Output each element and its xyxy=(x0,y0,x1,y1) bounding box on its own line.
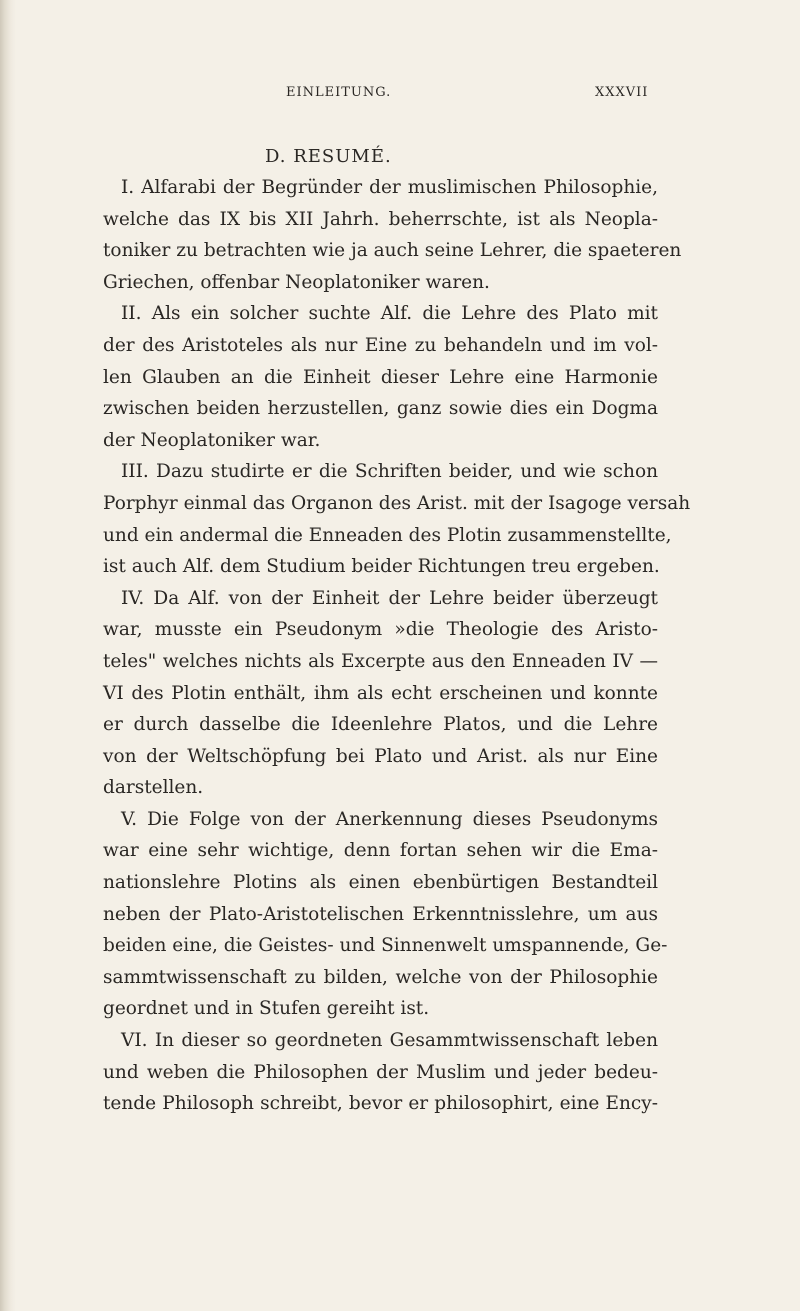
text-line: I. Alfarabi der Begründer der muslimischen Philosophie, xyxy=(121,177,658,198)
text-line: II. Als ein solcher suchte Alf. die Lehre des Plato mit xyxy=(121,303,658,325)
text-line: sammtwissenschaft zu bilden, welche von der Philosophie xyxy=(103,966,658,988)
text-line: welche das IX bis XII Jahrh. beherrschte, ist als Neopla- xyxy=(103,208,658,230)
text-line: toniker zu betrachten wie ja auch seine Lehrer, die spaeteren xyxy=(103,240,682,262)
text-line: der des Aristoteles als nur Eine zu behandeln und im vol- xyxy=(103,334,658,356)
text-line: von der Weltschöpfung bei Plato und Arist. als nur Eine xyxy=(103,745,658,767)
text-line: neben der Plato-Aristotelischen Erkenntnisslehre, um aus xyxy=(103,903,658,925)
text-line: er durch dasselbe die Ideenlehre Platos, und die Lehre xyxy=(103,714,658,736)
text-line: und weben die Philosophen der Muslim und jeder bedeu- xyxy=(103,1061,658,1083)
text-line: der Neoplatoniker war. xyxy=(103,429,321,451)
running-title: EINLEITUNG. xyxy=(286,85,392,100)
text-line: nationslehre Plotins als einen ebenbürtigen Bestandteil xyxy=(103,872,658,894)
text-line: III. Dazu studirte er die Schriften beider, und wie schon xyxy=(121,461,658,483)
page-number: XXXVII xyxy=(595,85,649,100)
text-line: war, musste ein Pseudonym »die Theologie des Aristo- xyxy=(103,619,658,641)
section-heading: D. RESUMÉ. xyxy=(265,146,392,167)
body-text xyxy=(103,172,691,1120)
text-line: geordnet und in Stufen gereiht ist. xyxy=(103,998,430,1020)
text-line: war eine sehr wichtige, denn fortan sehen wir die Ema- xyxy=(103,840,658,862)
text-line: darstellen. xyxy=(103,777,204,799)
text-line: tende Philosoph schreibt, bevor er philosophirt, eine Ency- xyxy=(103,1093,658,1115)
text-line: Porphyr einmal das Organon des Arist. mit der Isagoge versah xyxy=(103,492,691,514)
text-line: beiden eine, die Geistes- und Sinnenwelt umspannende, Ge- xyxy=(103,935,668,957)
text-line: und ein andermal die Enneaden des Plotin zusammenstellte, xyxy=(103,524,672,546)
text-line: len Glauben an die Einheit dieser Lehre eine Harmonie xyxy=(103,366,658,388)
page-gutter-shadow xyxy=(0,0,16,1311)
text-line: ist auch Alf. dem Studium beider Richtungen treu ergeben. xyxy=(103,556,660,578)
text-line: zwischen beiden herzustellen, ganz sowie dies ein Dogma xyxy=(103,398,658,420)
text-line: Griechen, offenbar Neoplatoniker waren. xyxy=(103,271,490,293)
text-line: VI. In dieser so geordneten Gesammtwissenschaft leben xyxy=(121,1030,658,1052)
running-head xyxy=(0,85,800,107)
text-line: VI des Plotin enthält, ihm als echt erscheinen und konnte xyxy=(103,682,658,704)
text-line: IV. Da Alf. von der Einheit der Lehre beider überzeugt xyxy=(121,587,658,609)
text-line: teles" welches nichts als Excerpte aus den Enneaden IV — xyxy=(103,650,658,672)
text-line: V. Die Folge von der Anerkennung dieses Pseudonyms xyxy=(121,808,658,830)
